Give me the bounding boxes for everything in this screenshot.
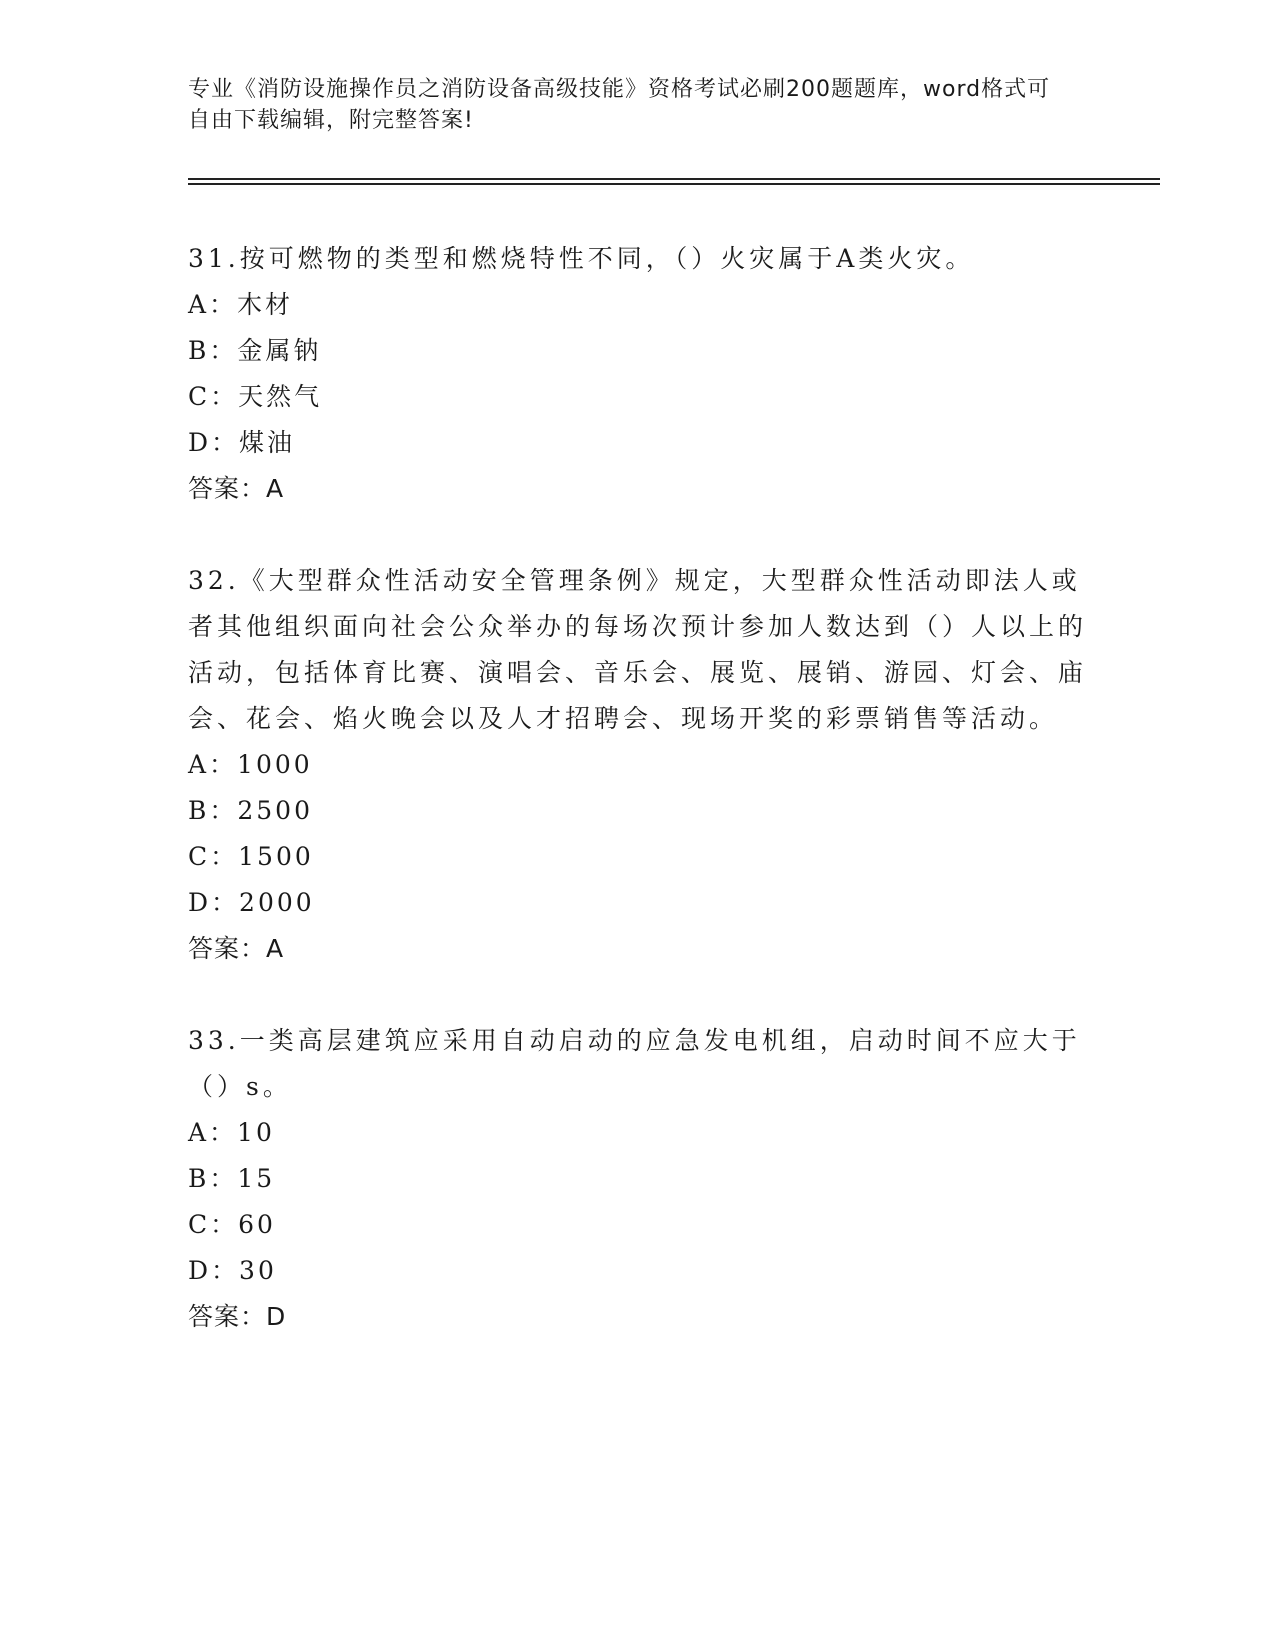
- header-divider-bottom: [188, 183, 1160, 185]
- answer-line: 答案：A: [188, 934, 285, 963]
- option-c: C：1500: [188, 842, 314, 871]
- question-list: [188, 236, 1088, 1386]
- header-divider-top: [188, 178, 1160, 180]
- option-a: A：木材: [188, 290, 294, 319]
- answer-line: 答案：D: [188, 1302, 287, 1331]
- option-b: B：金属钠: [188, 336, 322, 365]
- answer-line: 答案：A: [188, 474, 285, 503]
- question-stem: 33.一类高层建筑应采用自动启动的应急发电机组，启动时间不应大于（）s。: [188, 1026, 1081, 1101]
- option-c: C：60: [188, 1210, 276, 1239]
- option-b: B：15: [188, 1164, 276, 1193]
- option-a: A：10: [188, 1118, 275, 1147]
- document-header: 专业《消防设施操作员之消防设备高级技能》资格考试必刷200题题库，word格式可自由下载编辑，附完整答案!: [188, 77, 1051, 133]
- question-stem: 32.《大型群众性活动安全管理条例》规定，大型群众性活动即法人或者其他组织面向社会公众举办的每场次预计参加人数达到（）人以上的活动，包括体育比赛、演唱会、音乐会、展览、展销、游园、灯会、庙会、花会、焰火晚会以及人才招聘会、现场开奖的彩票销售等活动。: [188, 566, 1088, 733]
- option-d: D：2000: [188, 888, 315, 917]
- option-a: A：1000: [188, 750, 313, 779]
- question-33: [188, 1018, 1088, 1340]
- option-b: B：2500: [188, 796, 313, 825]
- question-31: [188, 236, 1088, 512]
- option-c: C：天然气: [188, 382, 323, 411]
- option-d: D：煤油: [188, 428, 296, 457]
- option-d: D：30: [188, 1256, 277, 1285]
- question-32: [188, 558, 1088, 972]
- question-stem: 31.按可燃物的类型和燃烧特性不同，（）火灾属于A类火灾。: [188, 244, 975, 273]
